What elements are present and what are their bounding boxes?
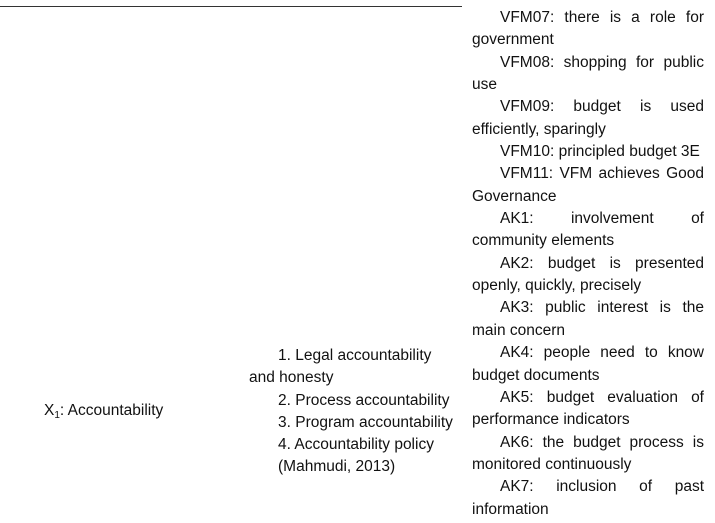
- indicator-source: (Mahmudi, 2013): [278, 458, 396, 476]
- item-vfm10: VFM10: principled budget 3E: [500, 143, 700, 161]
- item-ak5: AK5: budget evaluation of performance indicators: [472, 388, 704, 429]
- indicator-3: 3. Program accountability: [278, 413, 453, 431]
- item-ak2: AK2: budget is presented openly, quickly, precisely: [472, 254, 704, 295]
- indicator-2: 2. Process accountability: [278, 391, 450, 409]
- indicator-4: 4. Accountability policy: [278, 436, 434, 454]
- variable-prefix: X: [44, 402, 55, 419]
- variable-subscript: 1: [54, 410, 60, 421]
- item-vfm08: VFM08: shopping for public use: [472, 53, 704, 94]
- item-vfm11: VFM11: VFM achieves Good Governance: [472, 165, 704, 205]
- variable-name: : Accountability: [59, 402, 164, 419]
- item-vfm09: VFM09: budget is used efficiently, sparingly: [472, 98, 704, 138]
- table-top-rule: [0, 6, 462, 7]
- item-vfm07: VFM07: there is a role for government: [472, 9, 704, 49]
- item-ak1: AK1: involvement of community elements: [472, 210, 704, 250]
- item-ak3: AK3: public interest is the main concern: [472, 299, 704, 339]
- item-ak7: AK7: inclusion of past information: [472, 478, 704, 518]
- indicator-list: [249, 345, 454, 479]
- item-ak4: AK4: people need to know budget documents: [472, 344, 704, 384]
- indicator-1: 1. Legal accountability and honesty: [249, 347, 432, 387]
- item-list: [472, 7, 704, 521]
- variable-label: [44, 400, 163, 427]
- item-ak6: AK6: the budget process is monitored continuously: [472, 433, 704, 473]
